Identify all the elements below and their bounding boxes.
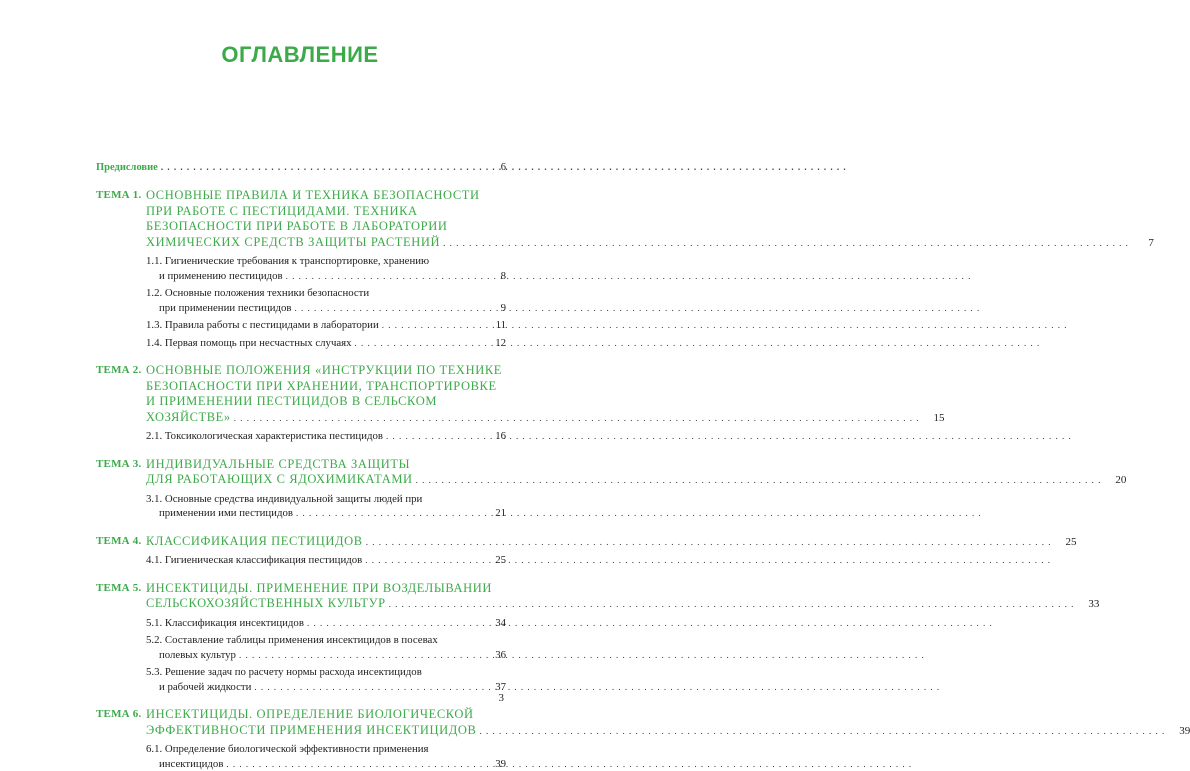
toc-theme-title-line: ОСНОВНЫЕ ПОЛОЖЕНИЯ «ИНСТРУКЦИИ ПО ТЕХНИКЕ — [146, 363, 502, 379]
toc-subsection[interactable] — [146, 665, 506, 694]
toc-theme-title-line: ИНСЕКТИЦИДЫ. ПРИМЕНЕНИЕ ПРИ ВОЗДЕЛЫВАНИИ — [146, 581, 492, 597]
toc-theme-label: ТЕМА 6. — [96, 707, 146, 739]
leader-dots — [161, 160, 481, 175]
toc-subsection-line: полевых культур — [146, 648, 236, 663]
toc-theme-label: ТЕМА 1. — [96, 188, 146, 251]
toc-theme[interactable] — [96, 534, 506, 568]
toc-page-number: 20 — [1104, 473, 1126, 489]
toc-page-number: 39 — [484, 757, 506, 771]
toc-page-number: 21 — [484, 506, 506, 521]
leader-dots — [239, 648, 481, 663]
toc-page-number: 37 — [484, 680, 506, 695]
toc-theme[interactable] — [96, 707, 506, 771]
toc-subsection[interactable] — [146, 286, 506, 315]
toc-page-number: 9 — [484, 301, 506, 316]
toc-page-number: 12 — [484, 336, 506, 351]
toc-subsection-line: 5.1. Классификация инсектицидов — [146, 616, 304, 631]
leader-dots — [307, 616, 481, 631]
toc-theme-title-line: И ПРИМЕНЕНИИ ПЕСТИЦИДОВ В СЕЛЬСКОМ — [146, 394, 437, 410]
toc-page-number: 7 — [1132, 236, 1154, 252]
toc-theme-heading — [96, 581, 506, 613]
toc-theme-title-line: ИНСЕКТИЦИДЫ. ОПРЕДЕЛЕНИЕ БИОЛОГИЧЕСКОЙ — [146, 707, 474, 723]
leader-dots — [226, 757, 481, 771]
toc-page-number: 16 — [484, 429, 506, 444]
toc-subsection-line: 1.3. Правила работы с пестицидами в лаборатории — [146, 318, 379, 333]
toc-subsection[interactable] — [146, 553, 506, 568]
toc-themes — [96, 188, 506, 771]
toc-theme-heading — [96, 188, 506, 251]
leader-dots — [296, 506, 481, 521]
toc-theme-label: ТЕМА 3. — [96, 457, 146, 489]
toc-theme-title-line: ПРИ РАБОТЕ С ПЕСТИЦИДАМИ. ТЕХНИКА — [146, 204, 418, 220]
toc-theme-title-line: ОСНОВНЫЕ ПРАВИЛА И ТЕХНИКА БЕЗОПАСНОСТИ — [146, 188, 480, 204]
toc-theme-heading — [96, 707, 506, 739]
toc-subsection-line: 5.3. Решение задач по расчету нормы расхода инсектицидов — [146, 665, 422, 680]
toc-theme-title-line: ХОЗЯЙСТВЕ» — [146, 410, 231, 426]
toc-subsection-line: при применении пестицидов — [146, 301, 292, 316]
leader-dots — [234, 411, 920, 427]
leader-dots — [286, 269, 481, 284]
toc-theme[interactable] — [96, 457, 506, 521]
leader-dots — [366, 535, 1052, 551]
table-of-contents — [96, 160, 506, 771]
leader-dots — [443, 236, 1129, 252]
toc-theme[interactable] — [96, 188, 506, 350]
toc-subsection-line: и рабочей жидкости — [146, 680, 251, 695]
toc-theme-label: ТЕМА 4. — [96, 534, 146, 551]
toc-subsection[interactable] — [146, 318, 506, 333]
toc-page-number: 15 — [923, 411, 945, 427]
toc-preface-label: Предисловие — [96, 160, 158, 175]
toc-theme[interactable] — [96, 581, 506, 695]
toc-page-number: 6 — [484, 160, 506, 175]
leader-dots — [295, 301, 481, 316]
leader-dots — [355, 336, 481, 351]
toc-page-number: 11 — [484, 318, 506, 333]
toc-theme-title-line: БЕЗОПАСНОСТИ ПРИ ХРАНЕНИИ, ТРАНСПОРТИРОВКЕ — [146, 379, 497, 395]
toc-subsection[interactable] — [146, 336, 506, 351]
toc-subsection[interactable] — [146, 492, 506, 521]
toc-subsection-line: 5.2. Составление таблицы применения инсектицидов в посевах — [146, 633, 438, 648]
toc-subsection-line: 4.1. Гигиеническая классификация пестицидов — [146, 553, 362, 568]
toc-subsection-line: инсектицидов — [146, 757, 223, 771]
toc-subsection-line: применении ими пестицидов — [146, 506, 293, 521]
leader-dots — [386, 429, 481, 444]
toc-theme-heading — [96, 534, 506, 551]
toc-theme-title-line: СЕЛЬСКОХОЗЯЙСТВЕННЫХ КУЛЬТУР — [146, 596, 386, 612]
toc-subsection-line: и применению пестицидов — [146, 269, 283, 284]
toc-theme-title-line: ИНДИВИДУАЛЬНЫЕ СРЕДСТВА ЗАЩИТЫ — [146, 457, 410, 473]
page-number: 3 — [499, 692, 505, 704]
toc-subsection-line: 6.1. Определение биологической эффективности применения — [146, 742, 429, 757]
leader-dots — [254, 680, 481, 695]
toc-page-number: 25 — [484, 553, 506, 568]
toc-subsection-line: 1.4. Первая помощь при несчастных случаях — [146, 336, 352, 351]
toc-subsection-line: 1.2. Основные положения техники безопасности — [146, 286, 369, 301]
toc-page-number: 34 — [484, 616, 506, 631]
leader-dots — [389, 597, 1075, 613]
toc-theme-title-line: КЛАССИФИКАЦИЯ ПЕСТИЦИДОВ — [146, 534, 363, 550]
toc-theme-label: ТЕМА 5. — [96, 581, 146, 613]
toc-theme-label: ТЕМА 2. — [96, 363, 146, 426]
toc-subsection[interactable] — [146, 633, 506, 662]
toc-page-number: 33 — [1077, 597, 1099, 613]
toc-theme-title-line: ХИМИЧЕСКИХ СРЕДСТВ ЗАЩИТЫ РАСТЕНИЙ — [146, 235, 440, 251]
toc-theme-heading — [96, 457, 506, 489]
toc-theme-heading — [96, 363, 506, 426]
leader-dots — [416, 473, 1102, 489]
toc-subsection[interactable] — [146, 429, 506, 444]
leader-dots — [365, 553, 481, 568]
toc-page-number: 39 — [1168, 724, 1190, 740]
toc-page-number: 8 — [484, 269, 506, 284]
toc-subsection[interactable] — [146, 254, 506, 283]
toc-subsection[interactable] — [146, 616, 506, 631]
toc-page-number: 36 — [484, 648, 506, 663]
page-title: ОГЛАВЛЕНИЕ — [0, 42, 600, 68]
leader-dots — [382, 318, 481, 333]
toc-subsection[interactable] — [146, 742, 506, 771]
toc-theme-title-line: ДЛЯ РАБОТАЮЩИХ С ЯДОХИМИКАТАМИ — [146, 472, 413, 488]
toc-subsection-line: 3.1. Основные средства индивидуальной защиты людей при — [146, 492, 422, 507]
toc-preface[interactable] — [96, 160, 506, 175]
toc-theme[interactable] — [96, 363, 506, 444]
toc-theme-title-line: ЭФФЕКТИВНОСТИ ПРИМЕНЕНИЯ ИНСЕКТИЦИДОВ — [146, 723, 476, 739]
toc-page-number: 25 — [1054, 535, 1076, 551]
toc-subsection-line: 2.1. Токсикологическая характеристика пестицидов — [146, 429, 383, 444]
leader-dots — [479, 724, 1165, 740]
toc-theme-title-line: БЕЗОПАСНОСТИ ПРИ РАБОТЕ В ЛАБОРАТОРИИ — [146, 219, 447, 235]
toc-subsection-line: 1.1. Гигиенические требования к транспортировке, хранению — [146, 254, 429, 269]
